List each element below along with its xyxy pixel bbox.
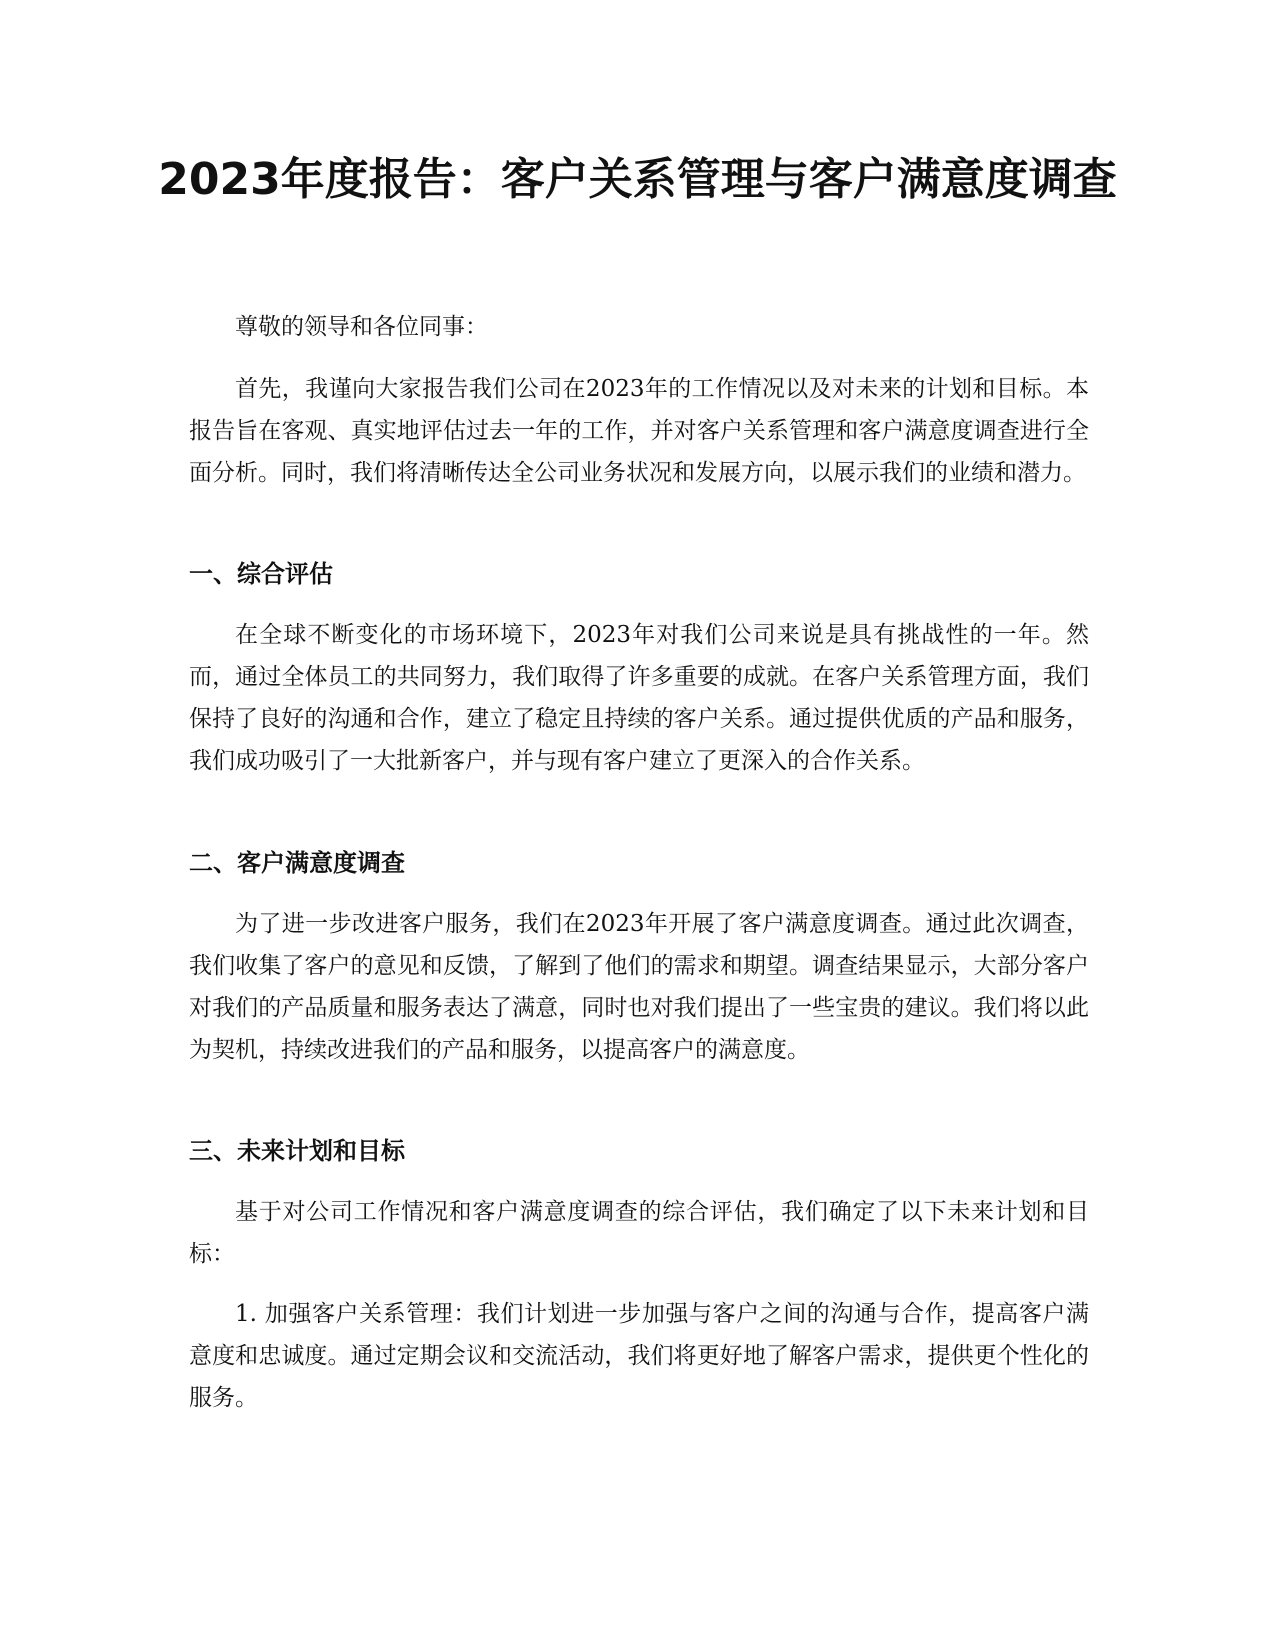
greeting-paragraph: 尊敬的领导和各位同事：: [235, 314, 488, 340]
section-heading-plans: 三、未来计划和目标: [189, 1137, 405, 1165]
section-heading-survey: 二、客户满意度调查: [189, 849, 405, 877]
plan-item-1: 1. 加强客户关系管理：我们计划进一步加强与客户之间的沟通与合作，提高客户满意度和忠诚度。通过定期会议和交流活动，我们将更好地了解客户需求，提供更个性化的服务。: [189, 1301, 1089, 1411]
plans-intro-paragraph: 基于对公司工作情况和客户满意度调查的综合评估，我们确定了以下未来计划和目标：: [189, 1199, 1089, 1267]
intro-paragraph: 首先，我谨向大家报告我们公司在2023年的工作情况以及对未来的计划和目标。本报告旨在客观、真实地评估过去一年的工作，并对客户关系管理和客户满意度调查进行全面分析。同时，我们将清晰传达全公司业务状况和发展方向，以展示我们的业绩和潜力。: [189, 376, 1089, 486]
evaluation-paragraph: 在全球不断变化的市场环境下，2023年对我们公司来说是具有挑战性的一年。然而，通过全体员工的共同努力，我们取得了许多重要的成就。在客户关系管理方面，我们保持了良好的沟通和合作，建立了稳定且持续的客户关系。通过提供优质的产品和服务，我们成功吸引了一大批新客户，并与现有客户建立了更深入的合作关系。: [189, 622, 1089, 774]
document-title: 2023年度报告：客户关系管理与客户满意度调查: [158, 154, 1117, 205]
survey-paragraph: 为了进一步改进客户服务，我们在2023年开展了客户满意度调查。通过此次调查，我们收集了客户的意见和反馈，了解到了他们的需求和期望。调查结果显示，大部分客户对我们的产品质量和服务表达了满意，同时也对我们提出了一些宝贵的建议。我们将以此为契机，持续改进我们的产品和服务，以提高客户的满意度。: [189, 911, 1089, 1063]
section-heading-evaluation: 一、综合评估: [189, 560, 333, 588]
